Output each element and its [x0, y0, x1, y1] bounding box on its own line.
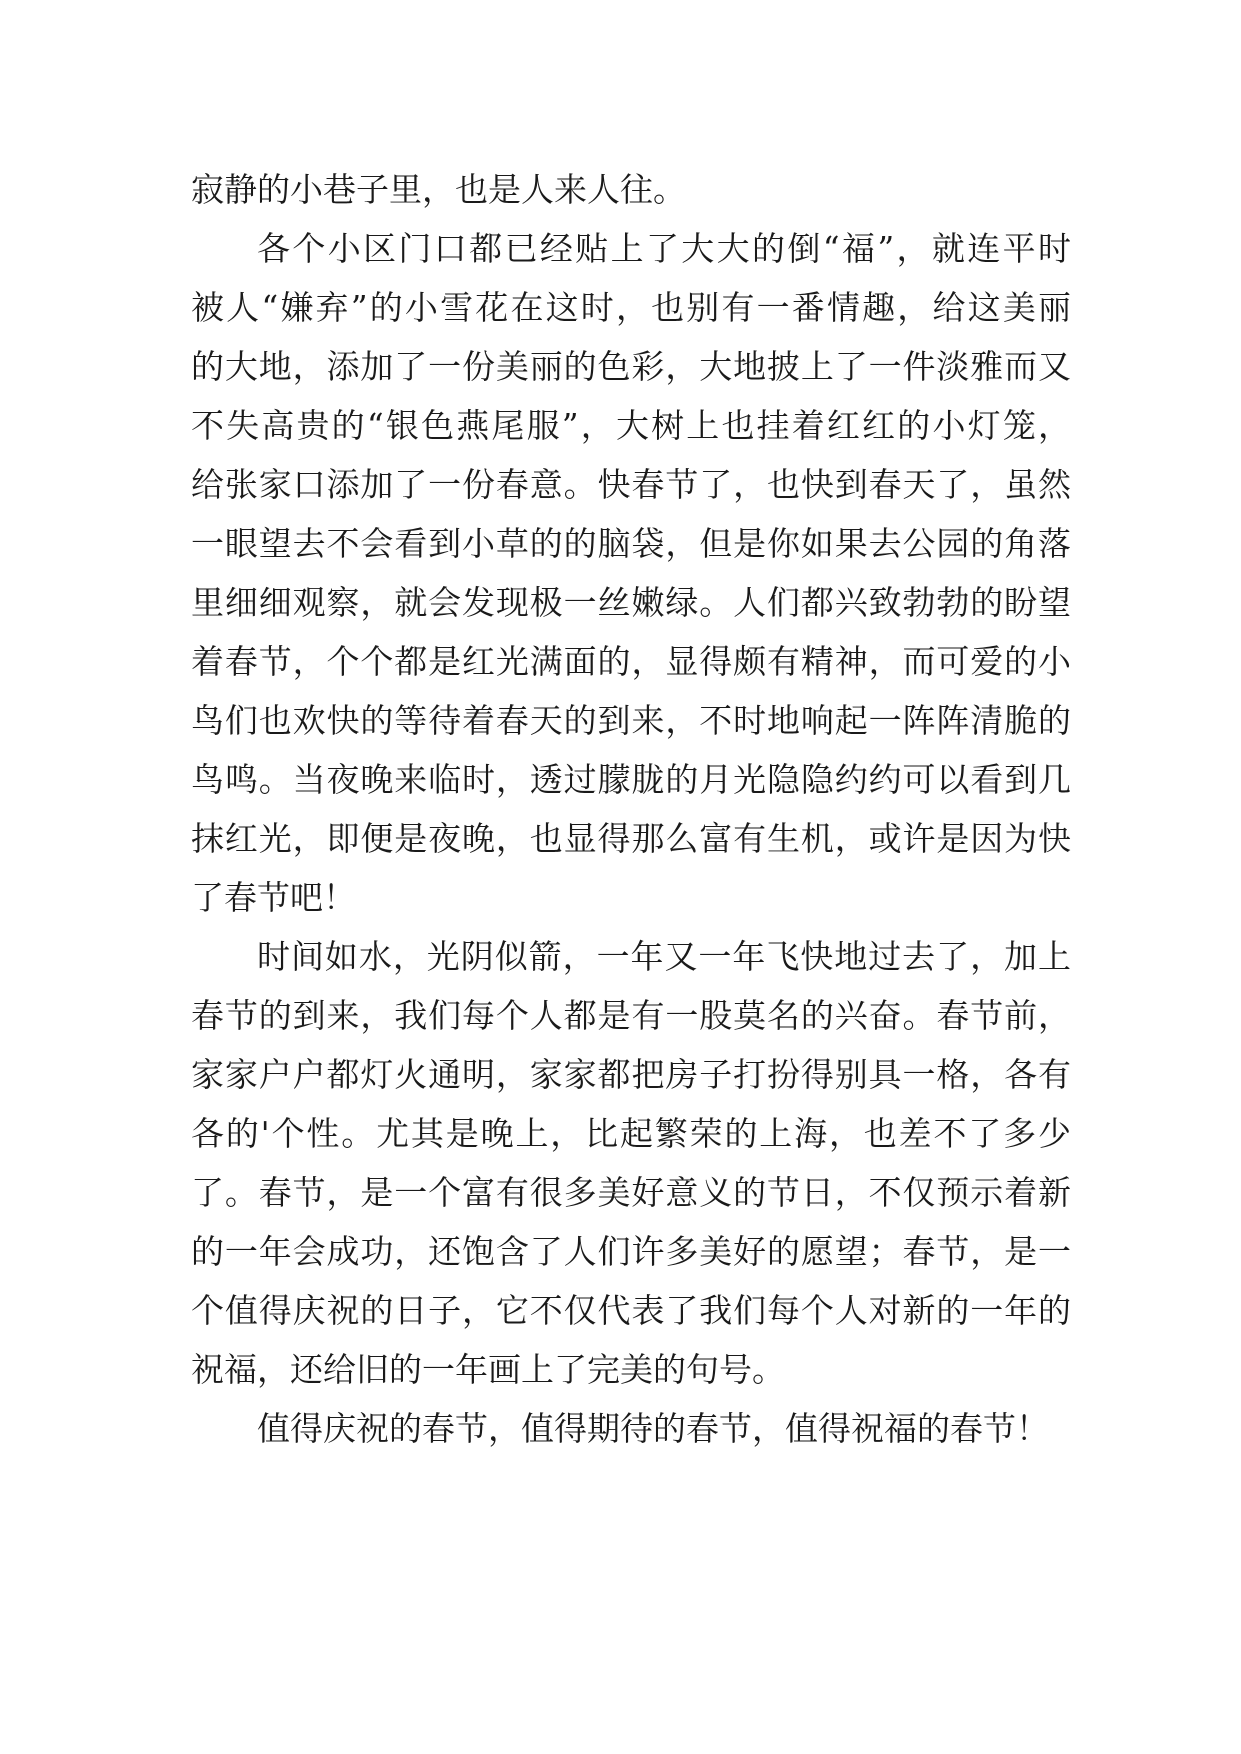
paragraph-line: 了。春节，是一个富有很多美好意义的节日，不仅预示着新 [191, 1173, 1071, 1212]
paragraph-line: 春节的到来，我们每个人都是有一股莫名的兴奋。春节前， [191, 996, 1071, 1035]
article-body [191, 160, 1071, 1458]
paragraph-line: 祝福，还给旧的一年画上了完美的句号。 [191, 1350, 785, 1389]
paragraph [191, 160, 1071, 219]
paragraph-line: 鸟鸣。当夜晚来临时，透过朦胧的月光隐隐约约可以看到几 [191, 760, 1071, 799]
paragraph-line: 各个小区门口都已经贴上了大大的倒“福”，就连平时 [257, 229, 1071, 268]
paragraph-line: 鸟们也欢快的等待着春天的到来，不时地响起一阵阵清脆的 [191, 701, 1071, 740]
paragraph [191, 219, 1071, 927]
paragraph-line: 各的'个性。尤其是晚上，比起繁荣的上海，也差不了多少 [191, 1114, 1071, 1153]
paragraph-line: 被人“嫌弃”的小雪花在这时，也别有一番情趣，给这美丽 [191, 288, 1071, 327]
paragraph-line: 着春节，个个都是红光满面的，显得颇有精神，而可爱的小 [191, 642, 1071, 681]
paragraph-line: 值得庆祝的春节，值得期待的春节，值得祝福的春节！ [257, 1409, 1049, 1448]
paragraph-line: 时间如水，光阴似箭，一年又一年飞快地过去了，加上 [257, 937, 1071, 976]
paragraph-line: 寂静的小巷子里，也是人来人往。 [191, 170, 686, 209]
paragraph-line: 了春节吧！ [191, 878, 356, 917]
paragraph [191, 1399, 1071, 1458]
paragraph-line: 里细细观察，就会发现极一丝嫩绿。人们都兴致勃勃的盼望 [191, 583, 1071, 622]
paragraph-line: 不失高贵的“银色燕尾服”，大树上也挂着红红的小灯笼， [191, 406, 1071, 445]
paragraph-line: 的一年会成功，还饱含了人们许多美好的愿望；春节，是一 [191, 1232, 1071, 1271]
paragraph-line: 个值得庆祝的日子，它不仅代表了我们每个人对新的一年的 [191, 1291, 1071, 1330]
paragraph [191, 927, 1071, 1399]
paragraph-line: 家家户户都灯火通明，家家都把房子打扮得别具一格，各有 [191, 1055, 1071, 1094]
paragraph-line: 的大地，添加了一份美丽的色彩，大地披上了一件淡雅而又 [191, 347, 1071, 386]
paragraph-line: 一眼望去不会看到小草的的脑袋，但是你如果去公园的角落 [191, 524, 1071, 563]
paragraph-line: 抹红光，即便是夜晚，也显得那么富有生机，或许是因为快 [191, 819, 1071, 858]
paragraph-line: 给张家口添加了一份春意。快春节了，也快到春天了，虽然 [191, 465, 1071, 504]
